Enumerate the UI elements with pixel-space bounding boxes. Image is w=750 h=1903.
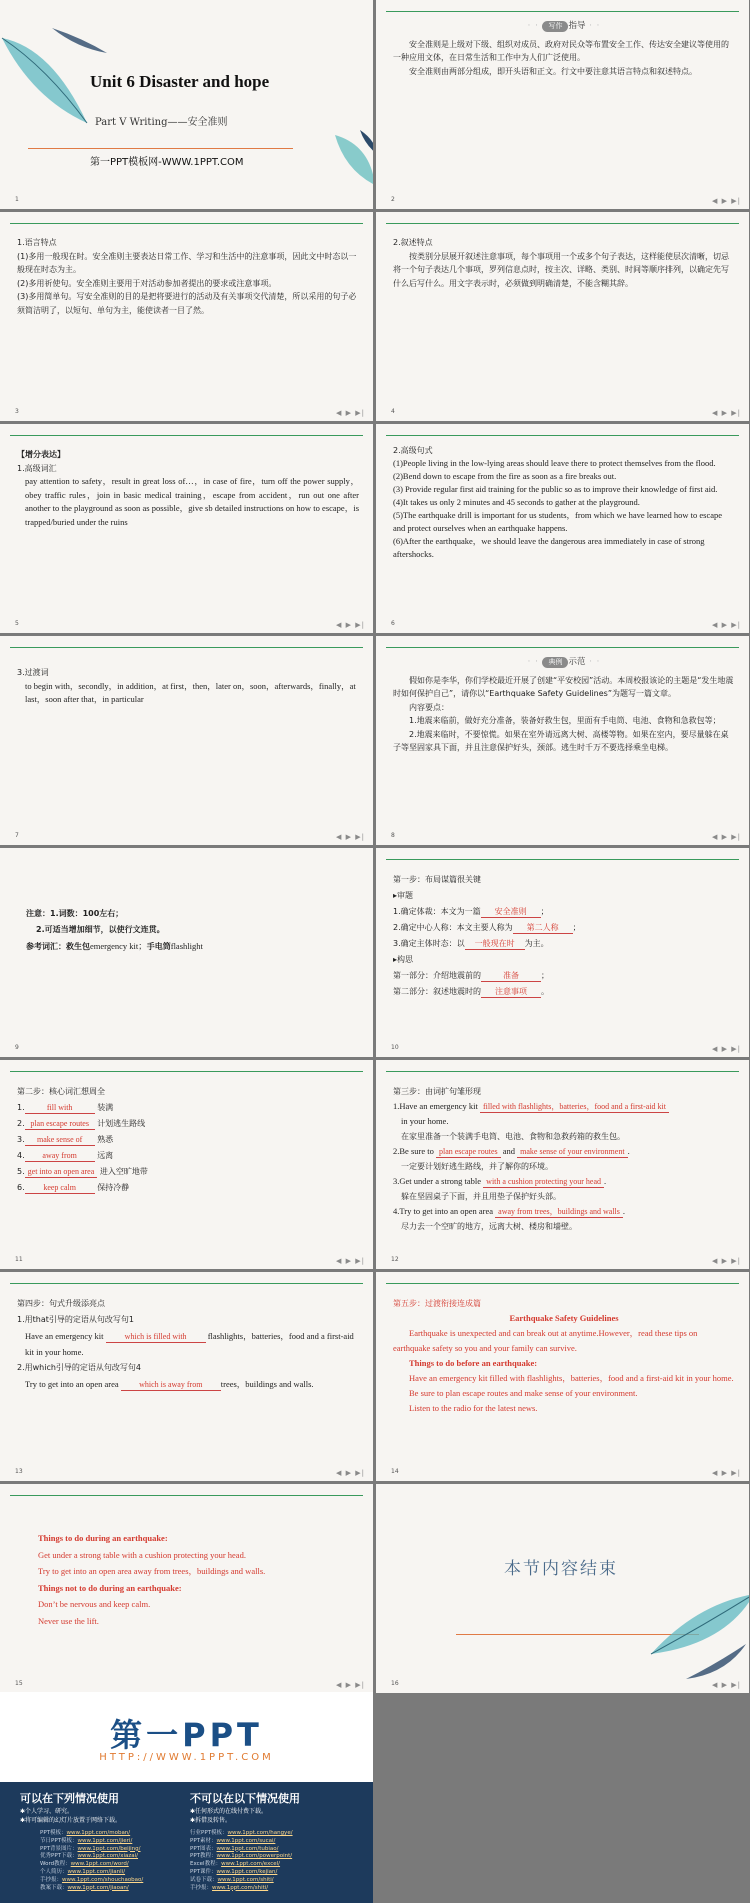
- badge-tail: 示范: [568, 657, 586, 667]
- sentence-line: 3.Get under a strong table with a cushion protecting your head .: [393, 1176, 607, 1186]
- slide-number: 2: [391, 196, 395, 203]
- section-heading: 2.叙述特点: [393, 238, 433, 247]
- paragraph: 安全准则由两部分组成，即开头语和正文。行文中要注意其语言特点和叙述特点。: [409, 66, 697, 76]
- slide-10[interactable]: [376, 848, 749, 1057]
- part-title: Part Ⅴ Writing——安全准则: [95, 117, 228, 128]
- slide-nav[interactable]: ◀ ▶ ▶|: [712, 409, 741, 417]
- translation-line: 躲在坚固桌子下面，并且用垫子保护好头部。: [401, 1192, 561, 1201]
- badge: 典例: [542, 657, 568, 668]
- logo-url[interactable]: HTTP://WWW.1PPT.COM: [99, 1752, 274, 1763]
- slide-14[interactable]: [376, 1272, 749, 1481]
- slide-number: 4: [391, 408, 395, 415]
- slide-nav[interactable]: ◀ ▶ ▶|: [336, 1257, 365, 1265]
- sentence-line: Try to get into an open area which is away from trees，buildings and walls.: [25, 1379, 314, 1389]
- list-item: (1)多用一般现在时。安全准则主要表达日常工作、学习和生活中的注意事项，因此文中时态以一般现在时态为主。: [17, 251, 357, 274]
- badge-tail: 指导: [568, 21, 586, 31]
- paragraph: Listen to the radio for the latest news.: [409, 1403, 538, 1413]
- slide-5[interactable]: [0, 424, 373, 633]
- top-rule: [386, 435, 739, 436]
- vocab-list: pay attention to safety，result in great loss of…，in case of fire，turn off the power supply，obey traffic rules，join in basic medical training，escape from accident，run out one after another to the playground as soon as possible，give sb detailed instructions on how to escape，is trapped/buried under the ruins: [25, 476, 359, 527]
- instruction-line: 2.用which引导的定语从句改写句4: [17, 1363, 142, 1372]
- essay-title: Earthquake Safety Guidelines: [509, 1313, 619, 1323]
- essay-subheading: Things to do during an earthquake:: [38, 1533, 168, 1543]
- slide-nav[interactable]: ◀ ▶ ▶|: [712, 833, 741, 841]
- section-heading: 第二步：核心词汇想周全: [17, 1087, 105, 1096]
- sentence-item: (1)People living in the low-lying areas should leave there to protect themselves from the flood.: [393, 458, 716, 468]
- sentence-item: (6)After the earthquake，we should leave the dangerous area immediately in case of strong aftershocks.: [393, 536, 705, 559]
- badge: 写作: [542, 21, 568, 32]
- note-line: 参考词汇：救生包emergency kit；手电筒flashlight: [26, 941, 203, 951]
- paragraph: 按类别分层展开叙述注意事项，每个事项用一个或多个句子表达，这样能使层次清晰，切忌将一个句子表达几个事项，罗列信息点时，按主次、详略、类别、时间等顺序排列，以确定先写什么后写什么。用文字表示时，必须做到明确清楚，不能含糊其辞。: [393, 251, 729, 288]
- slide-nav[interactable]: ◀ ▶ ▶|: [712, 1681, 741, 1689]
- paragraph: 安全准则是上级对下级、组织对成员、政府对民众等布置安全工作、传达安全建议等使用的一种应用文体，在日常生活和工作中为人们广泛使用。: [393, 39, 729, 62]
- top-rule: [386, 223, 739, 224]
- link-item[interactable]: 试卷下载：www.1ppt.com/shiti/: [190, 1876, 274, 1883]
- paragraph: Get under a strong table with a cushion protecting your head.: [38, 1549, 246, 1560]
- paragraph: Never use the lift.: [38, 1615, 99, 1626]
- section-heading: 第一步：布局谋篇很关键: [393, 875, 481, 884]
- paragraph: Earthquake is unexpected and can break out at anytime.However，read these tips on earthquake safety so you and your family can survive.: [393, 1328, 698, 1353]
- essay-subheading: Things not to do during an earthquake:: [38, 1582, 182, 1593]
- cannot-use-title: 不可以在以下情况使用: [190, 1792, 300, 1805]
- slide-number: 7: [15, 832, 19, 839]
- top-rule: [10, 1283, 363, 1284]
- transition-words: to begin with，secondly，in addition，at first，then，later on，soon，afterwards，finally，at last，soon after that，in particular: [25, 680, 356, 704]
- section-heading: · · 典例 示范 · ·: [527, 657, 601, 667]
- essay-subheading: Things to do before an earthquake:: [409, 1358, 538, 1368]
- translation-line: 尽力去一个空旷的地方，远离大树、楼房和墙壁。: [401, 1222, 577, 1231]
- top-rule: [386, 11, 739, 12]
- sub-heading: 1.高级词汇: [17, 463, 57, 473]
- license-box: [0, 1782, 373, 1903]
- paragraph: 内容要点：: [409, 702, 449, 712]
- section-heading: 【增分表达】: [17, 450, 65, 459]
- slide-11[interactable]: [0, 1060, 373, 1269]
- top-rule: [386, 1283, 739, 1284]
- sentence-line: in your home.: [401, 1116, 449, 1126]
- section-heading: 2.高级句式: [393, 446, 433, 455]
- ad-panel: [0, 1692, 373, 1903]
- vocab-row: 5. get into an open area 进入空旷地带: [17, 1167, 148, 1176]
- slide-number: 11: [15, 1256, 23, 1263]
- link-item[interactable]: PPT背景图片：www.1ppt.com/beijing/: [40, 1845, 141, 1852]
- paragraph: Have an emergency kit filled with flashlights，batteries，food and a first-aid kit in your home.: [409, 1373, 734, 1383]
- slide-number: 9: [15, 1044, 19, 1051]
- translation-line: 在家里准备一个装满手电筒、电池、食物和急救药箱的救生包。: [401, 1132, 625, 1141]
- sentence-line: 1.Have an emergency kit filled with flashlights，batteries，food and a first-aid kit: [393, 1099, 735, 1114]
- title-divider: [28, 148, 293, 149]
- slide-number: 12: [391, 1256, 399, 1263]
- site-label[interactable]: 第一PPT模板网-WWW.1PPT.COM: [90, 157, 244, 168]
- slide-number: 8: [391, 832, 395, 839]
- unit-title: Unit 6 Disaster and hope: [90, 72, 270, 91]
- slide-7[interactable]: [0, 636, 373, 845]
- can-use-item: ✱个人学习、研究。: [20, 1808, 74, 1815]
- answer-line: 第二部分：叙述地震时的 注意事项 。: [393, 987, 549, 996]
- answer-line: 2.确定中心人称：本文主要人称为 第二人称 ；: [393, 923, 581, 932]
- instruction-line: 1.用that引导的定语从句改写句1: [17, 1315, 134, 1324]
- slide-9[interactable]: [0, 848, 373, 1057]
- link-item[interactable]: 节日PPT模板：www.1ppt.com/jieri/: [40, 1837, 133, 1844]
- top-rule: [386, 647, 739, 648]
- slide-number: 6: [391, 620, 395, 627]
- vocab-row: 6. keep calm 保持冷静: [17, 1183, 130, 1192]
- top-rule: [10, 647, 363, 648]
- section-heading: · · 写作 指导 · ·: [527, 21, 601, 31]
- vocab-row: 4. away from 远离: [17, 1151, 114, 1160]
- sub-heading: ▸审题: [393, 891, 414, 900]
- slide-3[interactable]: [0, 212, 373, 421]
- top-rule: [386, 1071, 739, 1072]
- slide-nav[interactable]: ◀ ▶ ▶|: [712, 1469, 741, 1477]
- link-item[interactable]: 优秀PPT下载：www.1ppt.com/xiazai/: [40, 1853, 139, 1860]
- answer-line: 第一部分：介绍地震前的 准备 ；: [393, 971, 549, 980]
- translation-line: 一定要计划好逃生路线，并了解你的环境。: [401, 1162, 553, 1171]
- list-item: (2)多用祈使句。安全准则主要用于对活动参加者提出的要求或注意事项。: [17, 278, 277, 288]
- slide-number: 10: [391, 1044, 399, 1051]
- slide-nav[interactable]: ◀ ▶ ▶|: [336, 1469, 365, 1477]
- link-item[interactable]: PPT图表：www.1ppt.com/tubiao/: [190, 1845, 279, 1852]
- slide-number: 3: [15, 408, 19, 415]
- top-rule: [10, 223, 363, 224]
- list-item: (3)多用简单句。写安全准则的目的是把将要进行的活动及有关事项交代清楚，所以采用的句子必须简洁明了，以短句、单句为主，能使读者一目了然。: [17, 292, 357, 315]
- paragraph: 1.地震来临前，做好充分准备，装备好救生包，里面有手电筒、电池、食物和急救包等；: [409, 716, 721, 725]
- end-text: 本节内容结束: [504, 1559, 618, 1579]
- slide-nav[interactable]: ◀ ▶ ▶|: [336, 833, 365, 841]
- slide-15[interactable]: [0, 1484, 373, 1693]
- link-item[interactable]: 行业PPT模板：www.1ppt.com/hangye/: [190, 1830, 293, 1836]
- paragraph: Don’t be nervous and keep calm.: [38, 1599, 151, 1609]
- vocab-row: 2. plan escape routes 计划逃生路线: [17, 1119, 146, 1128]
- link-item[interactable]: PPT素材：www.1ppt.com/sucai/: [190, 1837, 276, 1844]
- slide-8[interactable]: [376, 636, 749, 845]
- sentence-line: Have an emergency kit which is filled with flashlights，batteries，food and a first-aid kit in your home.: [25, 1331, 354, 1357]
- top-rule: [10, 1495, 363, 1496]
- link-item[interactable]: 手抄报：www.1ppt.com/shouchaobao/: [40, 1876, 144, 1883]
- link-item[interactable]: 手抄报：www.1ppt.com/shiti/: [190, 1884, 269, 1891]
- section-heading: 3.过渡词: [17, 668, 49, 677]
- top-rule: [386, 859, 739, 860]
- section-heading: 第五步：过渡衔接连成篇: [393, 1299, 481, 1308]
- slide-nav[interactable]: ◀ ▶ ▶|: [712, 621, 741, 629]
- link-item[interactable]: PPT模板：www.1ppt.com/moban/: [40, 1830, 131, 1836]
- small-feather-icon: [330, 130, 373, 190]
- slide-number: 16: [391, 1680, 399, 1687]
- paragraph: 假如你是李华，你们学校最近开展了创建“平安校园”活动。本周校报该论的主题是“发生地震时如何保护自己”，请你以“Earthquake Safety Guidelines”为题写一篇文章。: [393, 675, 734, 698]
- top-rule: [10, 1071, 363, 1072]
- answer-line: 1.确定体裁：本文为一篇 安全准则 ；: [393, 907, 549, 916]
- link-item[interactable]: 个人简历：www.1ppt.com/jianli/: [40, 1868, 126, 1875]
- slide-number: 1: [15, 196, 19, 203]
- paragraph: 2.地震来临时，不要惊慌。如果在室外请远离大树、高楼等物。如果在室内，要尽量躲在桌子等坚固家具下面，并且注意保护好头，颈部。逃生时千万不要选择乘坐电梯。: [393, 729, 729, 752]
- slide-13[interactable]: [0, 1272, 373, 1481]
- sentence-item: (3) Provide regular first aid training for the public so as to improve their knowledge of first aid.: [393, 484, 718, 494]
- sentence-item: (4)It takes us only 2 minutes and 45 seconds to gather at the playground.: [393, 497, 640, 507]
- slide-number: 13: [15, 1468, 23, 1475]
- cannot-use-item: ✱任何形式的在线付费下载。: [190, 1808, 268, 1815]
- slide-nav[interactable]: ◀ ▶ ▶|: [336, 409, 365, 417]
- note-line: 2.可适当增加细节，以使行文连贯。: [36, 925, 165, 934]
- paragraph: Be sure to plan escape routes and make sense of your environment.: [409, 1388, 638, 1398]
- slide-number: 14: [391, 1468, 399, 1475]
- vocab-row: 1. fill with 装满: [17, 1103, 114, 1112]
- slide-12[interactable]: [376, 1060, 749, 1269]
- slide-nav[interactable]: ◀ ▶ ▶|: [336, 1681, 365, 1689]
- slide-number: 5: [15, 620, 19, 627]
- note-line: 注意：1.词数：100左右；: [26, 909, 124, 918]
- sub-heading: ▸构思: [393, 955, 414, 964]
- slide-nav[interactable]: ◀ ▶ ▶|: [712, 197, 741, 205]
- can-use-title: 可以在下列情况使用: [20, 1792, 119, 1805]
- slide-6[interactable]: [376, 424, 749, 633]
- link-item[interactable]: PPT教程：www.1ppt.com/powerpoint/: [190, 1853, 293, 1860]
- answer-line: 3.确定主体时态：以 一般现在时 为主。: [393, 939, 549, 948]
- logo[interactable]: 第一PPT: [110, 1716, 263, 1754]
- sentence-line: 2.Be sure to plan escape routes and make sense of your environment .: [393, 1146, 630, 1156]
- section-heading: 1.语言特点: [17, 238, 57, 247]
- slide-nav[interactable]: ◀ ▶ ▶|: [712, 1257, 741, 1265]
- cannot-use-item: ✱拆借及转售。: [190, 1817, 232, 1824]
- section-heading: 第三步：由词扩句雏形现: [393, 1087, 481, 1096]
- link-item[interactable]: 教案下载：www.1ppt.com/jiaoan/: [40, 1884, 129, 1891]
- link-item[interactable]: Word教程：www.1ppt.com/word/: [40, 1861, 129, 1868]
- sentence-item: (2)Bend down to escape from the fire as soon as a fire breaks out.: [393, 471, 617, 481]
- top-rule: [10, 435, 363, 436]
- slide-nav[interactable]: ◀ ▶ ▶|: [336, 621, 365, 629]
- link-item[interactable]: Excel教程：www.1ppt.com/excel/: [190, 1861, 281, 1868]
- slide-nav[interactable]: ◀ ▶ ▶|: [712, 1045, 741, 1053]
- sentence-line: 4.Try to get into an open area away from trees，buildings and walls .: [393, 1206, 626, 1216]
- paragraph: Try to get into an open area away from trees，buildings and walls.: [38, 1566, 266, 1576]
- link-item[interactable]: PPT课件：www.1ppt.com/kejian/: [190, 1868, 278, 1875]
- slide-number: 15: [15, 1680, 23, 1687]
- link-list-left: [40, 1830, 143, 1892]
- slide-16[interactable]: [376, 1484, 749, 1693]
- feather-icon: [646, 1584, 749, 1684]
- can-use-item: ✱将可编辑的幻灯片放置于网络下载。: [20, 1817, 122, 1824]
- section-heading: 第四步：句式升级添亮点: [17, 1299, 105, 1308]
- slide-1[interactable]: [0, 0, 373, 209]
- link-list-right: [190, 1830, 293, 1892]
- sentence-item: (5)The earthquake drill is important for us students，from which we have learned how to escape and protect ourselves when an earthquake happens.: [393, 510, 723, 533]
- vocab-row: 3. make sense of 熟悉: [17, 1135, 114, 1144]
- slide-4[interactable]: [376, 212, 749, 421]
- slide-2[interactable]: [376, 0, 749, 209]
